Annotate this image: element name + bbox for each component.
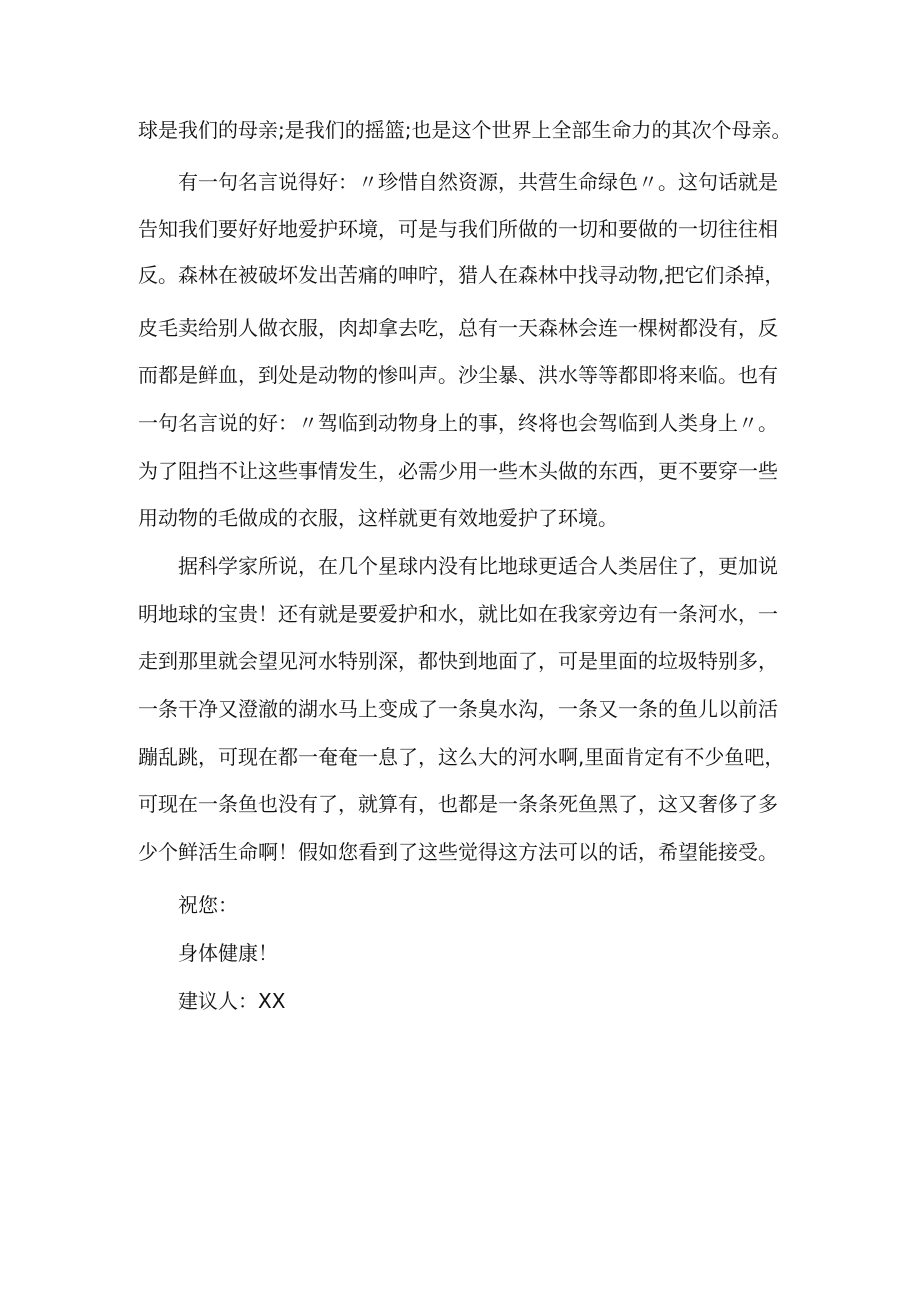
text-line: 可现在一条鱼也没有了，就算有，也都是一条条死鱼黑了，这又奢侈了多 bbox=[138, 792, 778, 816]
text-line: 一条干净又澄澈的湖水马上变成了一条臭水沟，一条又一条的鱼儿以前活 bbox=[138, 697, 778, 721]
closing-greeting: 祝您： bbox=[178, 893, 238, 917]
text-line: 据科学家所说，在几个星球内没有比地球更适合人类居住了，更加说 bbox=[178, 554, 778, 578]
text-line: 走到那里就会望见河水特别深，都快到地面了，可是里面的垃圾特别多， bbox=[138, 649, 778, 673]
text-line: 而都是鲜血，到处是动物的惨叫声。沙尘暴、洪水等等都即将来临。也有 bbox=[138, 363, 778, 387]
signature: 建议人：XX bbox=[178, 989, 286, 1013]
text-line: 用动物的毛做成的衣服，这样就更有效地爱护了环境。 bbox=[138, 506, 618, 530]
text-line: 一句名言说的好：〃驾临到动物身上的事，终将也会驾临到人类身上〃。 bbox=[138, 411, 778, 435]
text-line: 皮毛卖给别人做衣服，肉却拿去吃，总有一天森林会连一棵树都没有，反 bbox=[138, 316, 778, 340]
text-line: 少个鲜活生命啊！假如您看到了这些觉得这方法可以的话，希望能接受。 bbox=[138, 840, 778, 864]
text-line: 明地球的宝贵！还有就是要爱护和水，就比如在我家旁边有一条河水，一 bbox=[138, 602, 778, 626]
text-line: 告知我们要好好地爱护环境，可是与我们所做的一切和要做的一切往往相 bbox=[138, 217, 778, 241]
text-line: 反。森林在被破坏发出苦痛的呻咛，猎人在森林中找寻动物,把它们杀掉， bbox=[138, 263, 785, 287]
text-line: 球是我们的母亲;是我们的摇篮;也是这个世界上全部生命力的其次个母亲。 bbox=[138, 118, 792, 142]
text-line: 为了阻挡不让这些事情发生，必需少用一些木头做的东西，更不要穿一些 bbox=[138, 459, 778, 483]
text-line: 有一句名言说得好：〃珍惜自然资源，共营生命绿色〃。这句话就是 bbox=[178, 170, 778, 194]
text-line: 蹦乱跳，可现在都一奄奄一息了，这么大的河水啊,里面肯定有不少鱼吧， bbox=[138, 745, 785, 769]
closing-wish: 身体健康！ bbox=[178, 941, 278, 965]
